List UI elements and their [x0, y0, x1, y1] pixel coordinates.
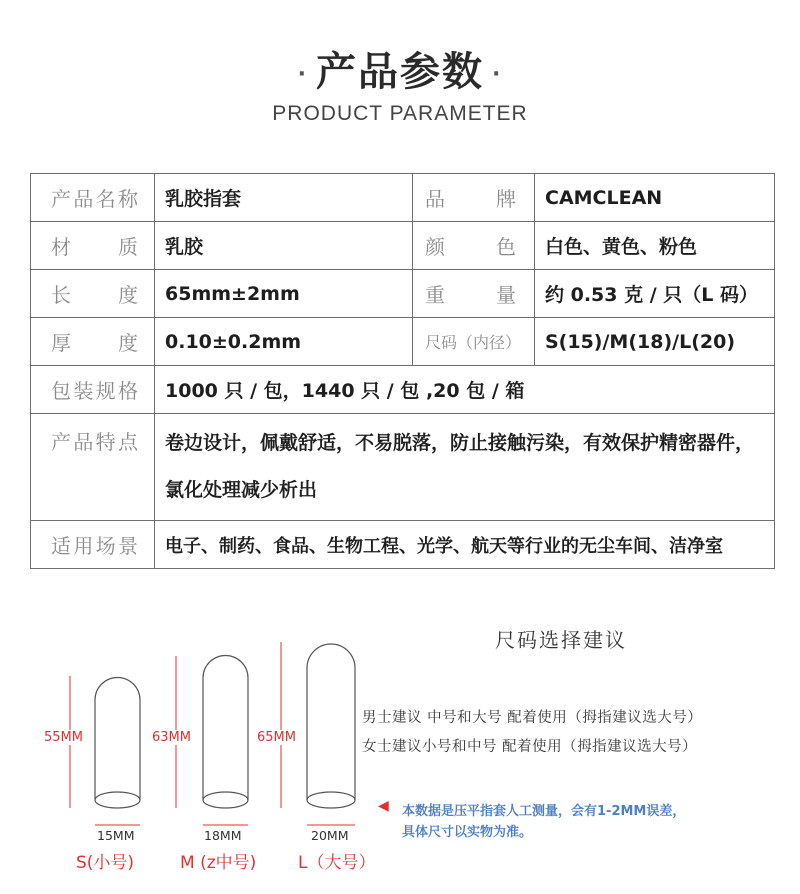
- param-label: 品 牌: [413, 174, 535, 222]
- arrow-left-icon: ◀: [378, 798, 389, 814]
- height-label-s: 55MM: [44, 730, 83, 745]
- title-dot-left: ·: [297, 61, 308, 87]
- param-value: 1000 只 / 包，1440 只 / 包 ,20 包 / 箱: [155, 366, 775, 414]
- param-label: 适用场景: [31, 521, 155, 569]
- title-dot-right: ·: [492, 61, 503, 87]
- title-cn: 产品参数: [316, 49, 484, 95]
- table-row: [31, 414, 775, 521]
- finger-cot-l: [307, 644, 355, 808]
- size-name-m: M (z中号): [180, 853, 257, 873]
- note-text: 本数据是压平指套人工测量，会有1-2MM误差，: [402, 804, 686, 819]
- param-label: 产品特点: [31, 414, 155, 521]
- size-guide-title: 尺码选择建议: [495, 628, 627, 652]
- table-row: [31, 318, 775, 366]
- table-row: [31, 366, 775, 414]
- param-label: 尺码（内径）: [413, 318, 535, 366]
- size-name-l: L（大号）: [298, 853, 376, 873]
- param-value: 乳胶指套: [155, 174, 413, 222]
- param-value: 65mm±2mm: [155, 270, 413, 318]
- param-label: 长 度: [31, 270, 155, 318]
- size-name-s: S(小号): [76, 853, 135, 873]
- param-value: CAMCLEAN: [535, 174, 775, 222]
- height-label-l: 65MM: [257, 730, 296, 745]
- table-row: [31, 174, 775, 222]
- table-row: [31, 521, 775, 569]
- advice-text: 女士建议小号和中号 配着使用（拇指建议选大号）: [362, 739, 698, 755]
- table-row: [31, 222, 775, 270]
- param-label: 包装规格: [31, 366, 155, 414]
- param-value: 白色、黄色、粉色: [535, 222, 775, 270]
- page-title: [0, 40, 800, 97]
- width-label-l: 20MM: [311, 828, 349, 843]
- width-label-s: 15MM: [97, 828, 135, 843]
- height-label-m: 63MM: [152, 730, 191, 745]
- param-label: 产品名称: [31, 174, 155, 222]
- note-text: 具体尺寸以实物为准。: [402, 825, 533, 840]
- param-value: S(15)/M(18)/L(20): [535, 318, 775, 366]
- finger-cot-m: [203, 656, 248, 809]
- param-label: 厚 度: [31, 318, 155, 366]
- finger-cot-s: [95, 678, 140, 808]
- width-label-m: 18MM: [204, 828, 242, 843]
- advice-text: 男士建议 中号和大号 配着使用（拇指建议选大号）: [362, 710, 703, 726]
- param-label: 材 质: [31, 222, 155, 270]
- param-label: 重 量: [413, 270, 535, 318]
- table-row: [31, 270, 775, 318]
- param-value: 乳胶: [155, 222, 413, 270]
- param-value: 卷边设计，佩戴舒适，不易脱落，防止接触污染，有效保护精密器件，氯化处理减少析出: [155, 414, 775, 521]
- param-label: 颜 色: [413, 222, 535, 270]
- parameter-table: [30, 173, 775, 569]
- param-value: 约 0.53 克 / 只（L 码）: [535, 270, 775, 318]
- title-en: PRODUCT PARAMETER: [272, 102, 528, 125]
- param-value: 0.10±0.2mm: [155, 318, 413, 366]
- param-value: 电子、制药、食品、生物工程、光学、航天等行业的无尘车间、洁净室: [155, 521, 775, 569]
